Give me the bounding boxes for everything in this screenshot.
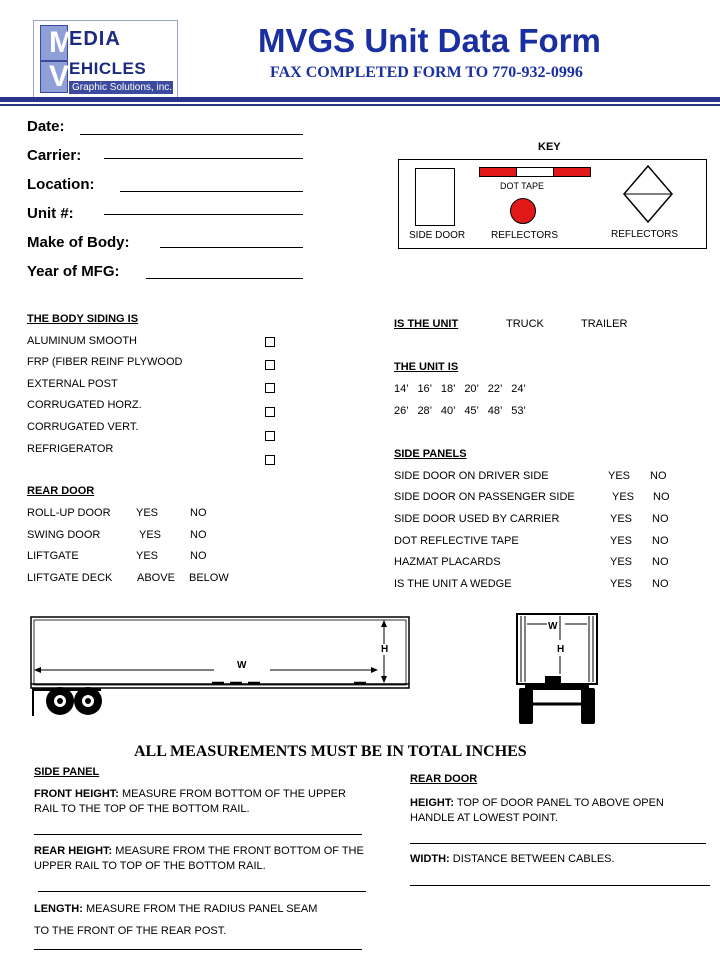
wedge-yes[interactable]: YES — [610, 578, 633, 590]
rear-bumper — [525, 684, 589, 690]
diamond-reflectors-key-label: REFLECTORS — [611, 229, 679, 240]
checkbox-corrugated-vert[interactable] — [265, 431, 275, 441]
carrier-label: Carrier: — [27, 147, 82, 164]
liftgate-yes[interactable]: YES — [136, 550, 159, 562]
passenger-side-door-label: SIDE DOOR ON PASSENGER SIDE — [394, 491, 575, 503]
tape-white-segment — [516, 168, 554, 176]
wedge-no[interactable]: NO — [652, 578, 669, 590]
checkbox-aluminum[interactable] — [265, 337, 275, 347]
date-field[interactable] — [80, 134, 303, 135]
siding-option-external-post: EXTERNAL POST — [27, 378, 118, 390]
siding-option-corrugated-vert: CORRUGATED VERT. — [27, 421, 139, 433]
header-rule-thin — [0, 104, 720, 106]
fax-instruction: FAX COMPLETED FORM TO 770-932-0996 — [270, 64, 583, 81]
dot-tape-symbol — [479, 167, 591, 177]
rear-door-height-text: TOP OF DOOR PANEL TO ABOVE OPEN HANDLE AT LOWEST POINT. — [410, 797, 664, 824]
rear-height-label: REAR HEIGHT: — [34, 845, 113, 857]
side-panel-section-title: SIDE PANEL — [34, 766, 100, 778]
rear-height-text: MEASURE FROM THE FRONT BOTTOM OF THE UPPER RAIL TO TOP OF THE BOTTOM RAIL. — [34, 845, 364, 872]
rear-door-width-label: WIDTH: — [410, 853, 450, 865]
date-label: Date: — [27, 118, 65, 135]
liftgate-deck-above[interactable]: ABOVE — [137, 572, 175, 584]
driver-side-door-label: SIDE DOOR ON DRIVER SIDE — [394, 470, 549, 482]
reflectors-key-label: REFLECTORS — [491, 230, 559, 241]
front-height-text: MEASURE FROM BOTTOM OF THE UPPER RAIL TO THE TOP OF THE BOTTOM RAIL. — [34, 788, 346, 815]
length-instruction — [34, 903, 317, 915]
company-logo — [33, 20, 178, 98]
unit-number-label: Unit #: — [27, 205, 74, 222]
checkbox-frp[interactable] — [265, 360, 275, 370]
unit-number-field[interactable] — [104, 214, 303, 215]
rear-door-height-instruction — [410, 796, 710, 826]
trailer-height-label: H — [381, 644, 389, 655]
side-door-key-label: SIDE DOOR — [409, 230, 466, 241]
trailer-rear-diagram — [515, 612, 601, 727]
year-of-mfg-field[interactable] — [146, 278, 303, 279]
dot-tape-label: DOT REFLECTIVE TAPE — [394, 535, 519, 547]
rear-height-instruction — [34, 844, 366, 874]
length-field[interactable] — [34, 949, 362, 950]
rollup-door-yes[interactable]: YES — [136, 507, 159, 519]
tape-red-segment — [554, 168, 590, 176]
liftgate-label: LIFTGATE — [27, 550, 79, 562]
rear-wheel-right — [581, 688, 595, 724]
header-rule — [0, 97, 720, 102]
year-of-mfg-label: Year of MFG: — [27, 263, 120, 280]
rear-wheel-left — [519, 688, 533, 724]
siding-option-corrugated-horz: CORRUGATED HORZ. — [27, 399, 142, 411]
logo-word-edia: EDIA — [69, 28, 121, 50]
door-handle — [545, 676, 561, 683]
side-door-symbol — [415, 168, 455, 226]
dot-tape-yes[interactable]: YES — [610, 535, 633, 547]
siding-option-aluminum: ALUMINUM SMOOTH — [27, 335, 137, 347]
rear-door-height-label: HEIGHT: — [410, 797, 454, 809]
rear-door-width-text: DISTANCE BETWEEN CABLES. — [449, 853, 615, 865]
rear-door-options-title: REAR DOOR — [27, 485, 95, 497]
unit-size-title: THE UNIT IS — [394, 361, 459, 373]
checkbox-external-post[interactable] — [265, 383, 275, 393]
rollup-door-no[interactable]: NO — [190, 507, 207, 519]
passenger-side-door-no[interactable]: NO — [653, 491, 670, 503]
logo-word-ehicles: EHICLES — [69, 59, 147, 78]
wedge-label: IS THE UNIT A WEDGE — [394, 578, 512, 590]
rear-door-width-field[interactable] — [410, 885, 710, 886]
liftgate-deck-below[interactable]: BELOW — [189, 572, 229, 584]
siding-option-frp: FRP (FIBER REINF PLYWOOD — [27, 356, 183, 368]
tape-red-segment — [480, 168, 516, 176]
trailer-side-diagram — [24, 612, 414, 724]
hazmat-placards-label: HAZMAT PLACARDS — [394, 556, 501, 568]
location-field[interactable] — [120, 191, 303, 192]
trailer-width-label: W — [237, 660, 247, 671]
key-title: KEY — [538, 141, 561, 153]
liftgate-deck-label: LIFTGATE DECK — [27, 572, 113, 584]
key-box — [398, 159, 707, 249]
carrier-side-door-label: SIDE DOOR USED BY CARRIER — [394, 513, 560, 525]
unit-type-title: IS THE UNIT — [394, 318, 459, 330]
rear-door-height-field[interactable] — [410, 843, 706, 844]
dot-tape-key-label: DOT TAPE — [500, 181, 545, 191]
driver-side-door-no[interactable]: NO — [650, 470, 667, 482]
liftgate-no[interactable]: NO — [190, 550, 207, 562]
dot-tape-no[interactable]: NO — [652, 535, 669, 547]
carrier-side-door-no[interactable]: NO — [652, 513, 669, 525]
logo-v-block: V — [40, 61, 68, 93]
carrier-side-door-yes[interactable]: YES — [610, 513, 633, 525]
swing-door-yes[interactable]: YES — [139, 529, 162, 541]
driver-side-door-yes[interactable]: YES — [608, 470, 631, 482]
body-siding-title: THE BODY SIDING IS — [27, 313, 139, 325]
unit-size-row-1[interactable]: 14’ 16’ 18’ 20’ 22’ 24’ — [394, 383, 526, 395]
rollup-door-label: ROLL-UP DOOR — [27, 507, 111, 519]
checkbox-refrigerator[interactable] — [265, 455, 275, 465]
passenger-side-door-yes[interactable]: YES — [612, 491, 635, 503]
length-label: LENGTH: — [34, 903, 83, 915]
hazmat-placards-no[interactable]: NO — [652, 556, 669, 568]
logo-m-block: M — [40, 25, 68, 61]
front-height-instruction — [34, 787, 364, 817]
rear-door-section-title: REAR DOOR — [410, 773, 478, 785]
swing-door-label: SWING DOOR — [27, 529, 101, 541]
front-height-field[interactable] — [34, 834, 362, 835]
length-instruction-cont: TO THE FRONT OF THE REAR POST. — [34, 925, 227, 937]
side-panels-title: SIDE PANELS — [394, 448, 467, 460]
siding-option-refrigerator: REFRIGERATOR — [27, 443, 114, 455]
reflector-diamond-symbol — [622, 164, 674, 224]
carrier-field[interactable] — [104, 158, 303, 159]
location-label: Location: — [27, 176, 95, 193]
unit-type-trailer[interactable]: TRAILER — [581, 318, 628, 330]
front-height-label: FRONT HEIGHT: — [34, 788, 119, 800]
form-title: MVGS Unit Data Form — [258, 22, 601, 59]
trailer-body-outline — [31, 617, 409, 688]
swing-door-no[interactable]: NO — [190, 529, 207, 541]
rear-width-label: W — [548, 621, 558, 632]
checkbox-corrugated-horz[interactable] — [265, 407, 275, 417]
unit-size-row-2[interactable]: 26’ 28’ 40’ 45’ 48’ 53’ — [394, 405, 526, 417]
make-of-body-label: Make of Body: — [27, 234, 130, 251]
rear-door-width-instruction — [410, 853, 615, 865]
hazmat-placards-yes[interactable]: YES — [610, 556, 633, 568]
logo-tagline: Graphic Solutions, inc. — [69, 81, 173, 94]
make-of-body-field[interactable] — [160, 247, 303, 248]
measurements-notice: ALL MEASUREMENTS MUST BE IN TOTAL INCHES — [134, 743, 527, 760]
rear-height-label: H — [557, 644, 565, 655]
rear-height-field[interactable] — [38, 891, 366, 892]
length-text: MEASURE FROM THE RADIUS PANEL SEAM — [82, 903, 318, 915]
reflector-dot-symbol — [510, 198, 536, 224]
unit-type-truck[interactable]: TRUCK — [506, 318, 544, 330]
